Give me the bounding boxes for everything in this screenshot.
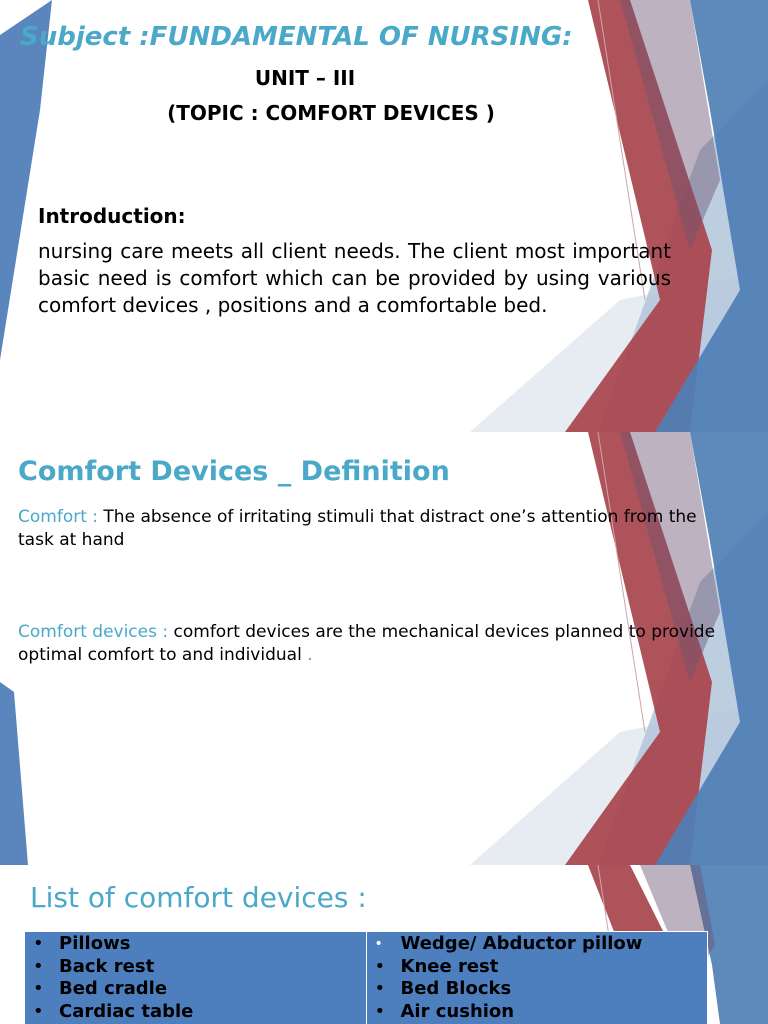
device-label: Bed Blocks bbox=[400, 978, 512, 999]
bullet-icon: • bbox=[374, 1000, 386, 1022]
list-item bbox=[29, 956, 362, 979]
bullet-icon: • bbox=[33, 1000, 44, 1022]
bullet-icon: • bbox=[33, 933, 44, 954]
table-row bbox=[25, 932, 708, 1024]
comfort-devices-definition bbox=[18, 621, 730, 667]
list-item bbox=[29, 933, 362, 956]
comfort-definition bbox=[18, 506, 730, 552]
left-device-list bbox=[29, 933, 362, 1023]
intro-heading: Introduction: bbox=[38, 204, 186, 228]
bullet-icon: • bbox=[374, 978, 386, 999]
intro-paragraph: nursing care meets all client needs. The client most important basic need is comfort which can be provided by using various comfort devices , positions and a comfortable bed. bbox=[38, 239, 671, 317]
device-label: Pillows bbox=[59, 933, 131, 954]
bullet-icon: • bbox=[33, 978, 44, 999]
subject-title: Subject :FUNDAMENTAL OF NURSING: bbox=[20, 22, 573, 52]
definition-title: Comfort Devices _ Definition bbox=[18, 456, 450, 487]
slide-device-list bbox=[0, 865, 768, 1024]
devices-table bbox=[24, 931, 708, 1024]
device-list-title: List of comfort devices : bbox=[30, 881, 367, 914]
list-item bbox=[29, 1001, 362, 1024]
comfort-devices-term: Comfort devices : bbox=[18, 622, 174, 642]
bullet-icon: • bbox=[374, 936, 383, 952]
device-label: Cardiac table bbox=[59, 1000, 194, 1022]
slide-title bbox=[0, 0, 768, 432]
bullet-icon: • bbox=[33, 955, 44, 977]
device-label: Wedge/ Abductor pillow bbox=[400, 933, 643, 954]
device-label: Knee rest bbox=[400, 955, 499, 977]
topic-label: (TOPIC : COMFORT DEVICES ) bbox=[167, 101, 495, 125]
comfort-devices-text: comfort devices are the mechanical devices planned to provide optimal comfort to and individual bbox=[18, 622, 716, 665]
comfort-text: The absence of irritating stimuli that distract one’s attention from the task at hand bbox=[18, 507, 697, 550]
list-item bbox=[371, 978, 704, 1001]
comfort-term: Comfort : bbox=[18, 507, 104, 527]
device-label: Air cushion bbox=[400, 1000, 515, 1022]
device-label: Bed cradle bbox=[59, 978, 168, 999]
unit-label: UNIT – III bbox=[254, 66, 356, 90]
device-label: Back rest bbox=[59, 955, 155, 977]
right-device-list bbox=[371, 933, 704, 1023]
right-column bbox=[366, 932, 708, 1024]
bullet-icon: • bbox=[374, 955, 386, 977]
left-blue-ribbon bbox=[0, 682, 28, 865]
list-item bbox=[371, 1001, 704, 1024]
list-item bbox=[371, 933, 704, 956]
comfort-devices-period: . bbox=[301, 645, 313, 665]
left-column bbox=[25, 932, 367, 1024]
slide-definition bbox=[0, 432, 768, 865]
list-item bbox=[371, 956, 704, 979]
list-item bbox=[29, 978, 362, 1001]
